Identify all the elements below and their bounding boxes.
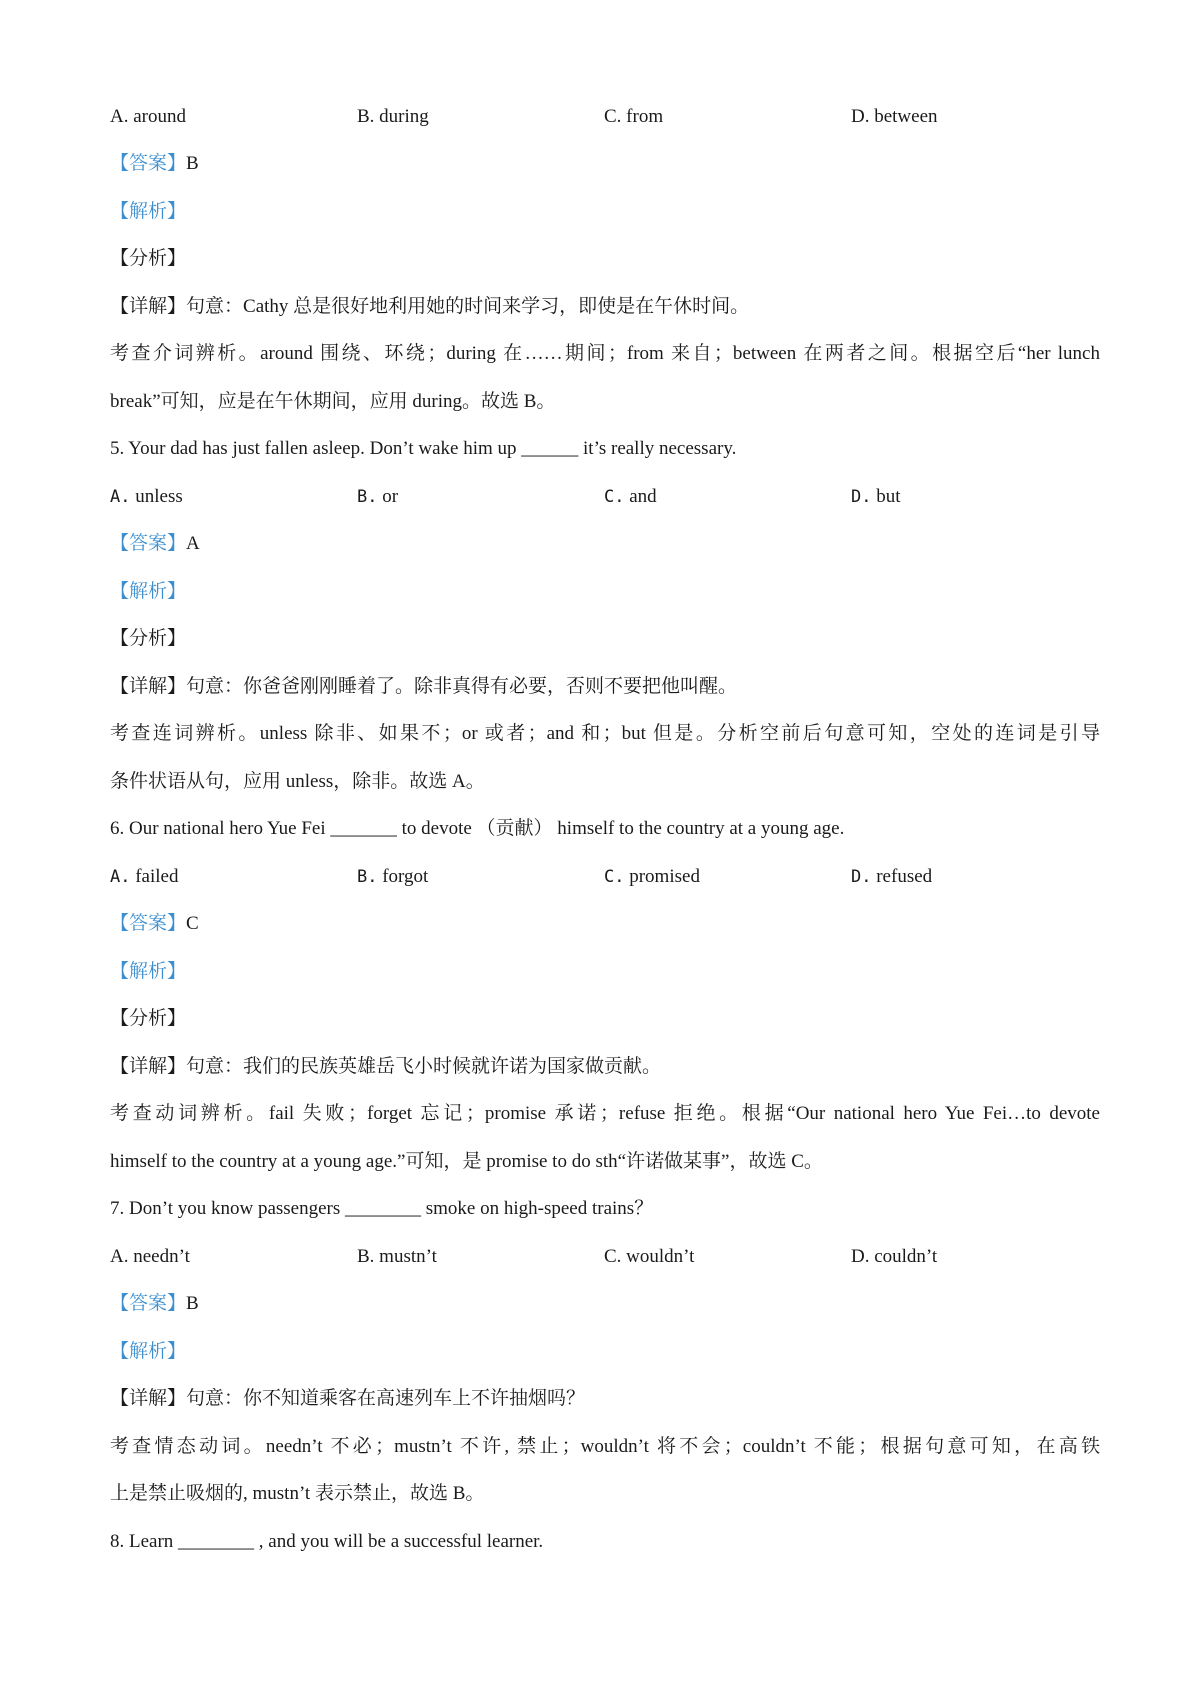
q7-answer (110, 1292, 199, 1316)
answer-tag: 【答案】 (110, 913, 187, 934)
q4-option-c: C. from (604, 106, 664, 127)
q6-option-c (604, 865, 700, 889)
answer-tag: 【答案】 (110, 153, 187, 174)
q5-explain-line2: 条件状语从句，应用 unless，除非。故选 A。 (110, 771, 485, 792)
q4-option-b: B. during (357, 106, 429, 127)
answer-tag: 【答案】 (110, 1293, 187, 1314)
q7-option-b: B. mustn’t (357, 1246, 437, 1267)
option-letter: B. (357, 867, 378, 887)
answer-value: C (186, 913, 199, 934)
answer-value: B (186, 153, 199, 174)
option-text: failed (135, 866, 179, 887)
option-letter: D. (851, 867, 872, 887)
q6-options (110, 865, 1110, 889)
q6-stem: 6. Our national hero Yue Fei _______ to devote （贡献） himself to the country at a young age. (110, 818, 845, 839)
q4-answer (110, 152, 199, 176)
answer-tag: 【答案】 (110, 533, 187, 554)
detail-text: 句意：Cathy 总是很好地利用她的时间来学习，即使是在午休时间。 (186, 296, 750, 317)
q7-detail (110, 1387, 585, 1411)
answer-value: A (186, 533, 200, 554)
q6-answer (110, 912, 199, 936)
q7-option-c: C. wouldn’t (604, 1246, 695, 1267)
option-letter: A. (110, 487, 131, 507)
detail-tag: 【详解】 (110, 1388, 187, 1409)
q6-option-a (110, 865, 179, 889)
q5-option-c (604, 485, 657, 509)
q4-detail (110, 295, 749, 319)
option-text: or (382, 486, 399, 507)
option-letter: D. (851, 487, 872, 507)
q6-explain-line2: himself to the country at a young age.”可知，是 promise to do sth“许诺做某事”，故选 C。 (110, 1151, 823, 1172)
q7-explain-line1: 考查情态动词。needn’t 不必；mustn’t 不许, 禁止；wouldn’t 将不会；couldn’t 不能；根据句意可知，在高铁 (110, 1436, 1100, 1457)
q4-explain-line2: break”可知，应是在午休期间，应用 during。故选 B。 (110, 391, 556, 412)
q6-detail (110, 1055, 661, 1079)
option-text: forgot (382, 866, 429, 887)
option-letter: B. (357, 487, 378, 507)
q5-answer (110, 532, 200, 556)
q5-options (110, 485, 1110, 509)
q6-explain-line1: 考查动词辨析。fail 失败；forget 忘记；promise 承诺；refuse 拒绝。根据“Our national hero Yue Fei…to devote (110, 1103, 1100, 1124)
q7-explain-line2: 上是禁止吸烟的, mustn’t 表示禁止，故选 B。 (110, 1483, 485, 1504)
q6-analysis-tag: 【解析】 (110, 961, 187, 982)
q6-fenxi-tag: 【分析】 (110, 1008, 187, 1029)
q7-option-a: A. needn’t (110, 1246, 190, 1267)
q4-fenxi-tag: 【分析】 (110, 248, 187, 269)
option-letter: A. (110, 867, 131, 887)
q7-option-d: D. couldn’t (851, 1246, 938, 1267)
q5-option-a (110, 485, 183, 509)
option-text: and (629, 486, 657, 507)
detail-text: 句意：你不知道乘客在高速列车上不许抽烟吗？ (186, 1388, 586, 1409)
q5-analysis-tag: 【解析】 (110, 581, 187, 602)
q4-analysis-tag: 【解析】 (110, 201, 187, 222)
q4-option-d: D. between (851, 106, 938, 127)
detail-tag: 【详解】 (110, 676, 187, 697)
detail-text: 句意：我们的民族英雄岳飞小时候就许诺为国家做贡献。 (186, 1056, 662, 1077)
q5-fenxi-tag: 【分析】 (110, 628, 187, 649)
q5-option-d (851, 485, 901, 509)
detail-text: 句意：你爸爸刚刚睡着了。除非真得有必要，否则不要把他叫醒。 (186, 676, 738, 697)
option-text: refused (876, 866, 933, 887)
q6-option-b (357, 865, 428, 889)
option-text: but (876, 486, 901, 507)
detail-tag: 【详解】 (110, 1056, 187, 1077)
q5-stem: 5. Your dad has just fallen asleep. Don’t wake him up ______ it’s really necessary. (110, 438, 737, 459)
q5-explain-line1: 考查连词辨析。unless 除非、如果不；or 或者；and 和；but 但是。分析空前后句意可知，空处的连词是引导 (110, 723, 1100, 744)
q7-stem: 7. Don’t you know passengers ________ smoke on high-speed trains？ (110, 1198, 654, 1219)
q5-option-b (357, 485, 398, 509)
option-letter: C. (604, 867, 625, 887)
q7-options (110, 1245, 1110, 1269)
option-letter: C. (604, 487, 625, 507)
q6-option-d (851, 865, 932, 889)
q5-detail (110, 675, 737, 699)
q8-stem: 8. Learn ________ , and you will be a successful learner. (110, 1531, 544, 1552)
q4-explain-line1: 考查介词辨析。around 围绕、环绕；during 在……期间；from 来自；between 在两者之间。根据空后“her lunch (110, 343, 1100, 364)
answer-value: B (186, 1293, 199, 1314)
q4-options (110, 105, 1110, 129)
q4-option-a: A. around (110, 106, 186, 127)
option-text: promised (629, 866, 700, 887)
q7-analysis-tag: 【解析】 (110, 1341, 187, 1362)
option-text: unless (135, 486, 183, 507)
detail-tag: 【详解】 (110, 296, 187, 317)
